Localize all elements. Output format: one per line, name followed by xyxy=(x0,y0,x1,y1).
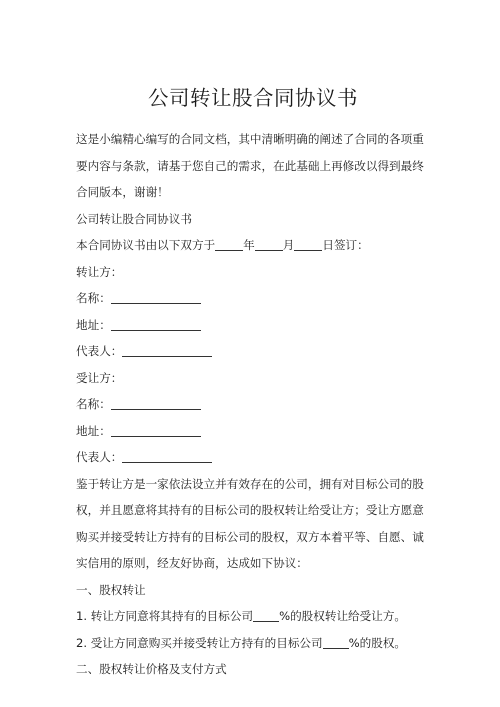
month-blank xyxy=(255,238,283,251)
year-blank xyxy=(215,238,243,251)
transferee-address-line xyxy=(76,418,430,445)
preamble-paragraph: 鉴于转让方是一家依法设立并有效存在的公司，拥有对目标公司的股权，并且愿意将其持有的目标公司的股权转让给受让方；受让方愿意购买并接受转让方持有的目标公司的股权，双方本着平等、自愿、诚实信用的原则，经友好协商，达成如下协议： xyxy=(76,476,424,570)
section1-item2-prefix: 2. 受让方同意购买并接受转让方持有的目标公司 xyxy=(76,635,323,650)
year-label: 年 xyxy=(243,238,255,252)
section2-heading: 二、股权转让价格及支付方式 xyxy=(76,662,227,676)
day-blank xyxy=(294,238,322,251)
transferor-heading: 转让方： xyxy=(76,264,123,279)
transferor-name-label: 名称： xyxy=(76,291,111,305)
transferor-address-label: 地址： xyxy=(76,317,111,332)
intro-paragraph: 这是小编精心编写的合同文档，其中清晰明确的阐述了合同的各项重要内容与条款，请基于您自己的需求，在此基础上再修改以得到最终合同版本，谢谢！ xyxy=(76,132,424,199)
transferor-address-blank xyxy=(111,318,201,331)
section1-item1-prefix: 1. 转让方同意将其持有的目标公司 xyxy=(76,609,254,623)
transferor-name-line xyxy=(76,285,430,312)
transferor-name-blank xyxy=(111,291,201,304)
transferee-rep-blank xyxy=(122,450,212,463)
transferor-rep-label: 代表人： xyxy=(76,344,123,358)
section1-item2 xyxy=(76,630,430,657)
section1-item1 xyxy=(76,603,430,630)
transferee-name-blank xyxy=(111,397,201,410)
transferee-heading: 受让方： xyxy=(76,370,123,385)
day-label: 日签订： xyxy=(322,238,369,252)
subtitle: 公司转让股合同协议书 xyxy=(76,211,192,226)
transferee-name-line xyxy=(76,391,430,418)
section1-heading: 一、股权转让 xyxy=(76,582,146,597)
transferee-rep-label: 代表人： xyxy=(76,450,123,464)
section1-item1-blank xyxy=(253,609,279,622)
month-label: 月 xyxy=(282,238,295,252)
section1-item2-suffix: %的股权。 xyxy=(348,635,407,650)
document-title: 公司转让股合同协议书 xyxy=(148,86,358,110)
section1-item2-blank xyxy=(323,636,349,649)
transferor-address-line xyxy=(76,312,430,339)
transferor-rep-blank xyxy=(122,344,212,357)
signing-prefix: 本合同协议书由以下双方于 xyxy=(76,238,216,252)
transferee-address-label: 地址： xyxy=(76,423,111,438)
transferee-name-label: 名称： xyxy=(76,397,111,411)
transferee-address-blank xyxy=(111,424,201,437)
signing-line xyxy=(76,232,430,259)
transferor-rep-line xyxy=(76,338,430,365)
transferee-rep-line xyxy=(76,444,430,471)
section1-item1-suffix: %的股权转让给受让方。 xyxy=(279,609,407,623)
